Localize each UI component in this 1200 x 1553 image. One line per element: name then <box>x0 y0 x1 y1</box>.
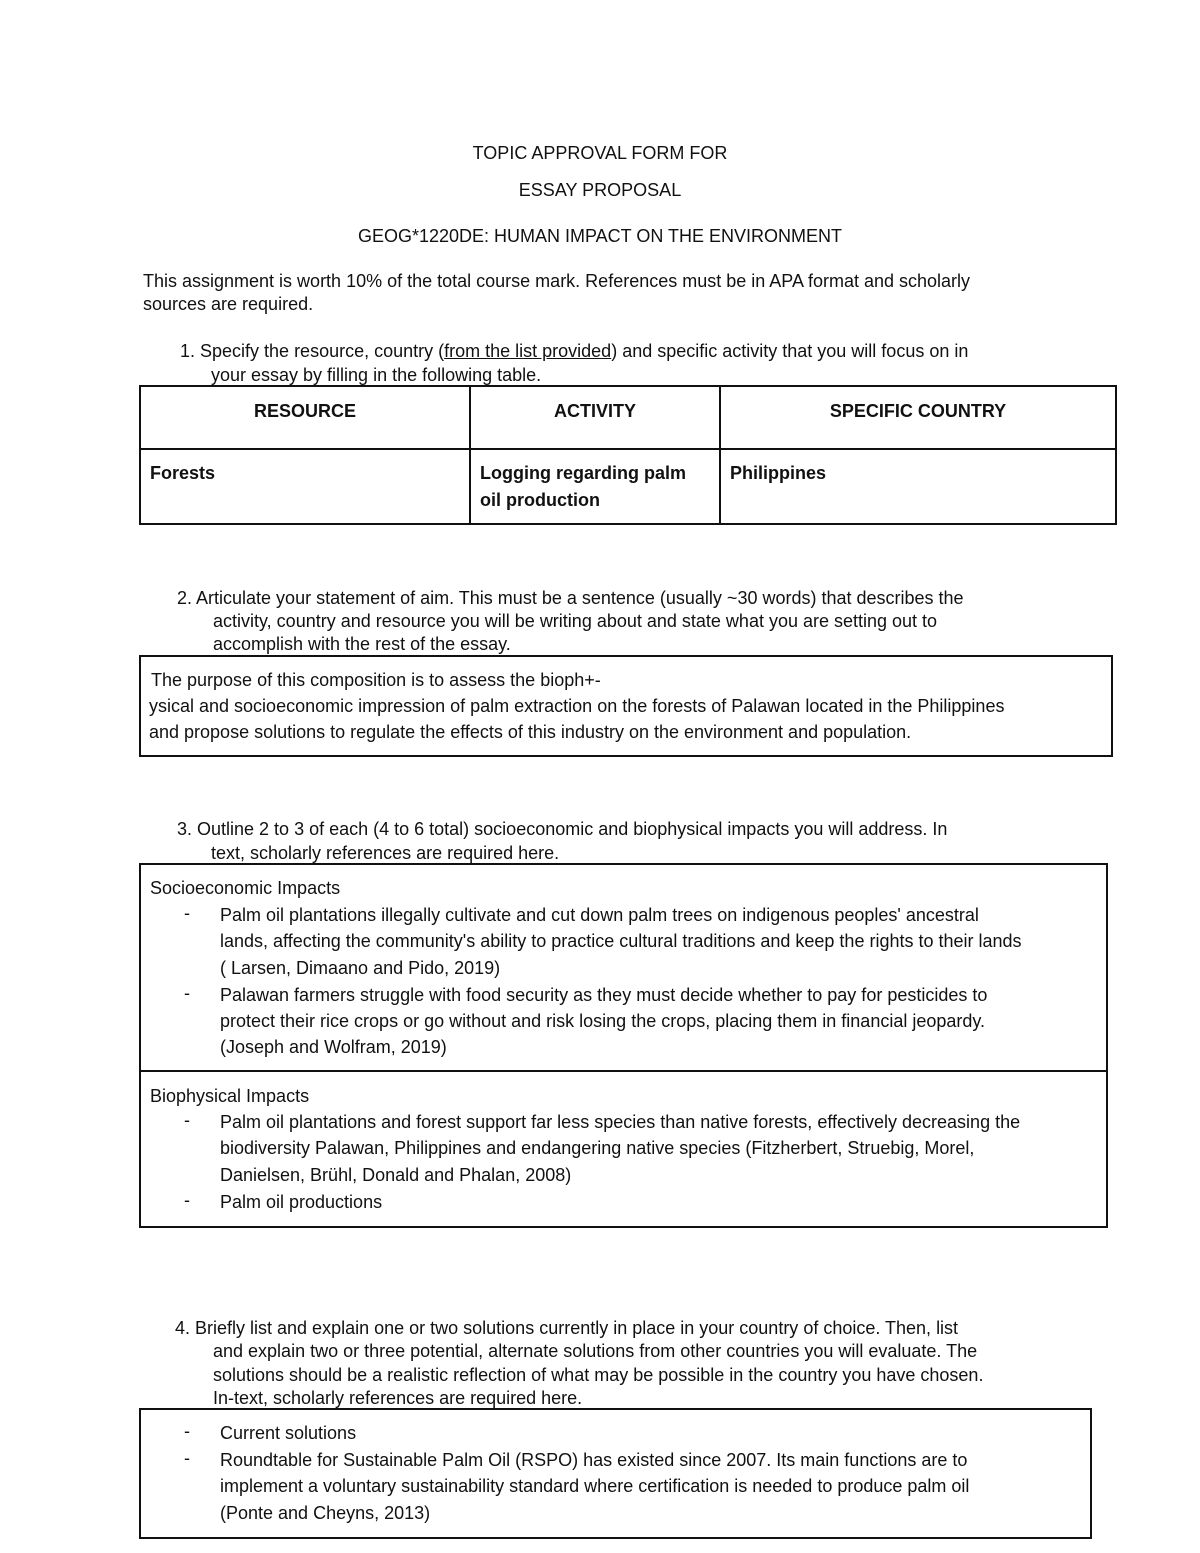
header-specific-country: SPECIFIC COUNTRY <box>720 386 1116 449</box>
cell-country[interactable]: Philippines <box>720 449 1116 524</box>
socio-bullet2-line1: Palawan farmers struggle with food security as they must decide whether to pay for pesticides to <box>220 985 988 1005</box>
header-activity: ACTIVITY <box>470 386 720 449</box>
bio-heading: Biophysical Impacts <box>150 1086 310 1106</box>
q4-line1: 4. Briefly list and explain one or two solutions currently in place in your country of choice. Then, list <box>175 1318 959 1338</box>
header-resource: RESOURCE <box>140 386 470 449</box>
q3-line2: text, scholarly references are required here. <box>211 843 560 863</box>
solutions-bullet2-line3: (Ponte and Cheyns, 2013) <box>220 1503 431 1523</box>
bio-bullet1-line3: Danielsen, Brühl, Donald and Phalan, 2008) <box>220 1165 572 1185</box>
q1-line2: your essay by filling in the following table. <box>211 365 542 385</box>
bullet-dash: - <box>184 1421 190 1441</box>
bio-bullet1-line2: biodiversity Palawan, Philippines and endangering native species (Fitzherbert, Struebig, Morel, <box>220 1138 975 1158</box>
q4-line3: solutions should be a realistic reflection of what may be possible in the country you have chosen. <box>213 1365 984 1385</box>
socio-bullet2-line3: (Joseph and Wolfram, 2019) <box>220 1037 447 1057</box>
solutions-bullet1: Current solutions <box>220 1423 357 1443</box>
country-list-link[interactable]: from the list provided <box>444 341 612 361</box>
socio-bullet1-line1: Palm oil plantations illegally cultivate and cut down palm trees on indigenous peoples' ancestral <box>220 905 979 925</box>
socio-bullet2-line2: protect their rice crops or go without and risk losing the crops, placing them in financial jeopardy. <box>220 1011 986 1031</box>
bio-bullet2-line1: Palm oil productions <box>220 1192 383 1212</box>
intro-line1: This assignment is worth 10% of the total course mark. References must be in APA format and scholarly <box>143 271 971 291</box>
aim-answer-line3: and propose solutions to regulate the effects of this industry on the environment and population. <box>149 722 912 742</box>
cell-resource[interactable]: Forests <box>140 449 470 524</box>
solutions-bullet2-line1: Roundtable for Sustainable Palm Oil (RSPO) has existed since 2007. Its main functions are to <box>220 1450 968 1470</box>
q1-suffix: ) and specific activity that you will focus on in <box>611 341 969 361</box>
cell-activity-line1: Logging regarding palm <box>480 463 686 483</box>
bullet-dash: - <box>184 1448 190 1468</box>
cell-activity[interactable] <box>470 449 720 524</box>
bullet-dash: - <box>184 983 190 1003</box>
form-title-line2: ESSAY PROPOSAL <box>518 180 682 200</box>
bullet-dash: - <box>184 903 190 923</box>
socio-heading: Socioeconomic Impacts <box>150 878 341 898</box>
solutions-bullet2-line2: implement a voluntary sustainability standard where certification is needed to produce palm oil <box>220 1476 970 1496</box>
bullet-dash: - <box>184 1110 190 1130</box>
bio-bullet1-line1: Palm oil plantations and forest support far less species than native forests, effectively decreasing the <box>220 1112 1021 1132</box>
socio-bullet1-line3: ( Larsen, Dimaano and Pido, 2019) <box>220 958 501 978</box>
socio-bullet1-line2: lands, affecting the community's ability to practice cultural traditions and keep the rights to their lands <box>220 931 1022 951</box>
q4-line2: and explain two or three potential, alternate solutions from other countries you will evaluate. The <box>213 1341 978 1361</box>
table-header-row <box>140 386 1116 449</box>
q2-line1: 2. Articulate your statement of aim. This must be a sentence (usually ~30 words) that describes the <box>177 588 964 608</box>
intro-line2: sources are required. <box>143 294 314 314</box>
aim-answer-line2: ysical and socioeconomic impression of palm extraction on the forests of Palawan located in the Philippines <box>149 696 1005 716</box>
course-title: GEOG*1220DE: HUMAN IMPACT ON THE ENVIRONMENT <box>357 226 843 246</box>
cell-activity-line2: oil production <box>480 490 600 510</box>
q2-line3: accomplish with the rest of the essay. <box>213 634 511 654</box>
q3-line1: 3. Outline 2 to 3 of each (4 to 6 total) socioeconomic and biophysical impacts you will address. In <box>177 819 948 839</box>
aim-answer-line1: The purpose of this composition is to assess the bioph+- <box>151 670 601 690</box>
table-row <box>140 449 1116 524</box>
q2-line2: activity, country and resource you will be writing about and state what you are setting out to <box>213 611 938 631</box>
q1-line1 <box>180 340 968 363</box>
form-title-line1: TOPIC APPROVAL FORM FOR <box>472 143 728 163</box>
resource-table <box>139 385 1117 525</box>
q4-line4: In-text, scholarly references are required here. <box>213 1388 583 1408</box>
bullet-dash: - <box>184 1190 190 1210</box>
q1-prefix: 1. Specify the resource, country ( <box>180 341 445 361</box>
